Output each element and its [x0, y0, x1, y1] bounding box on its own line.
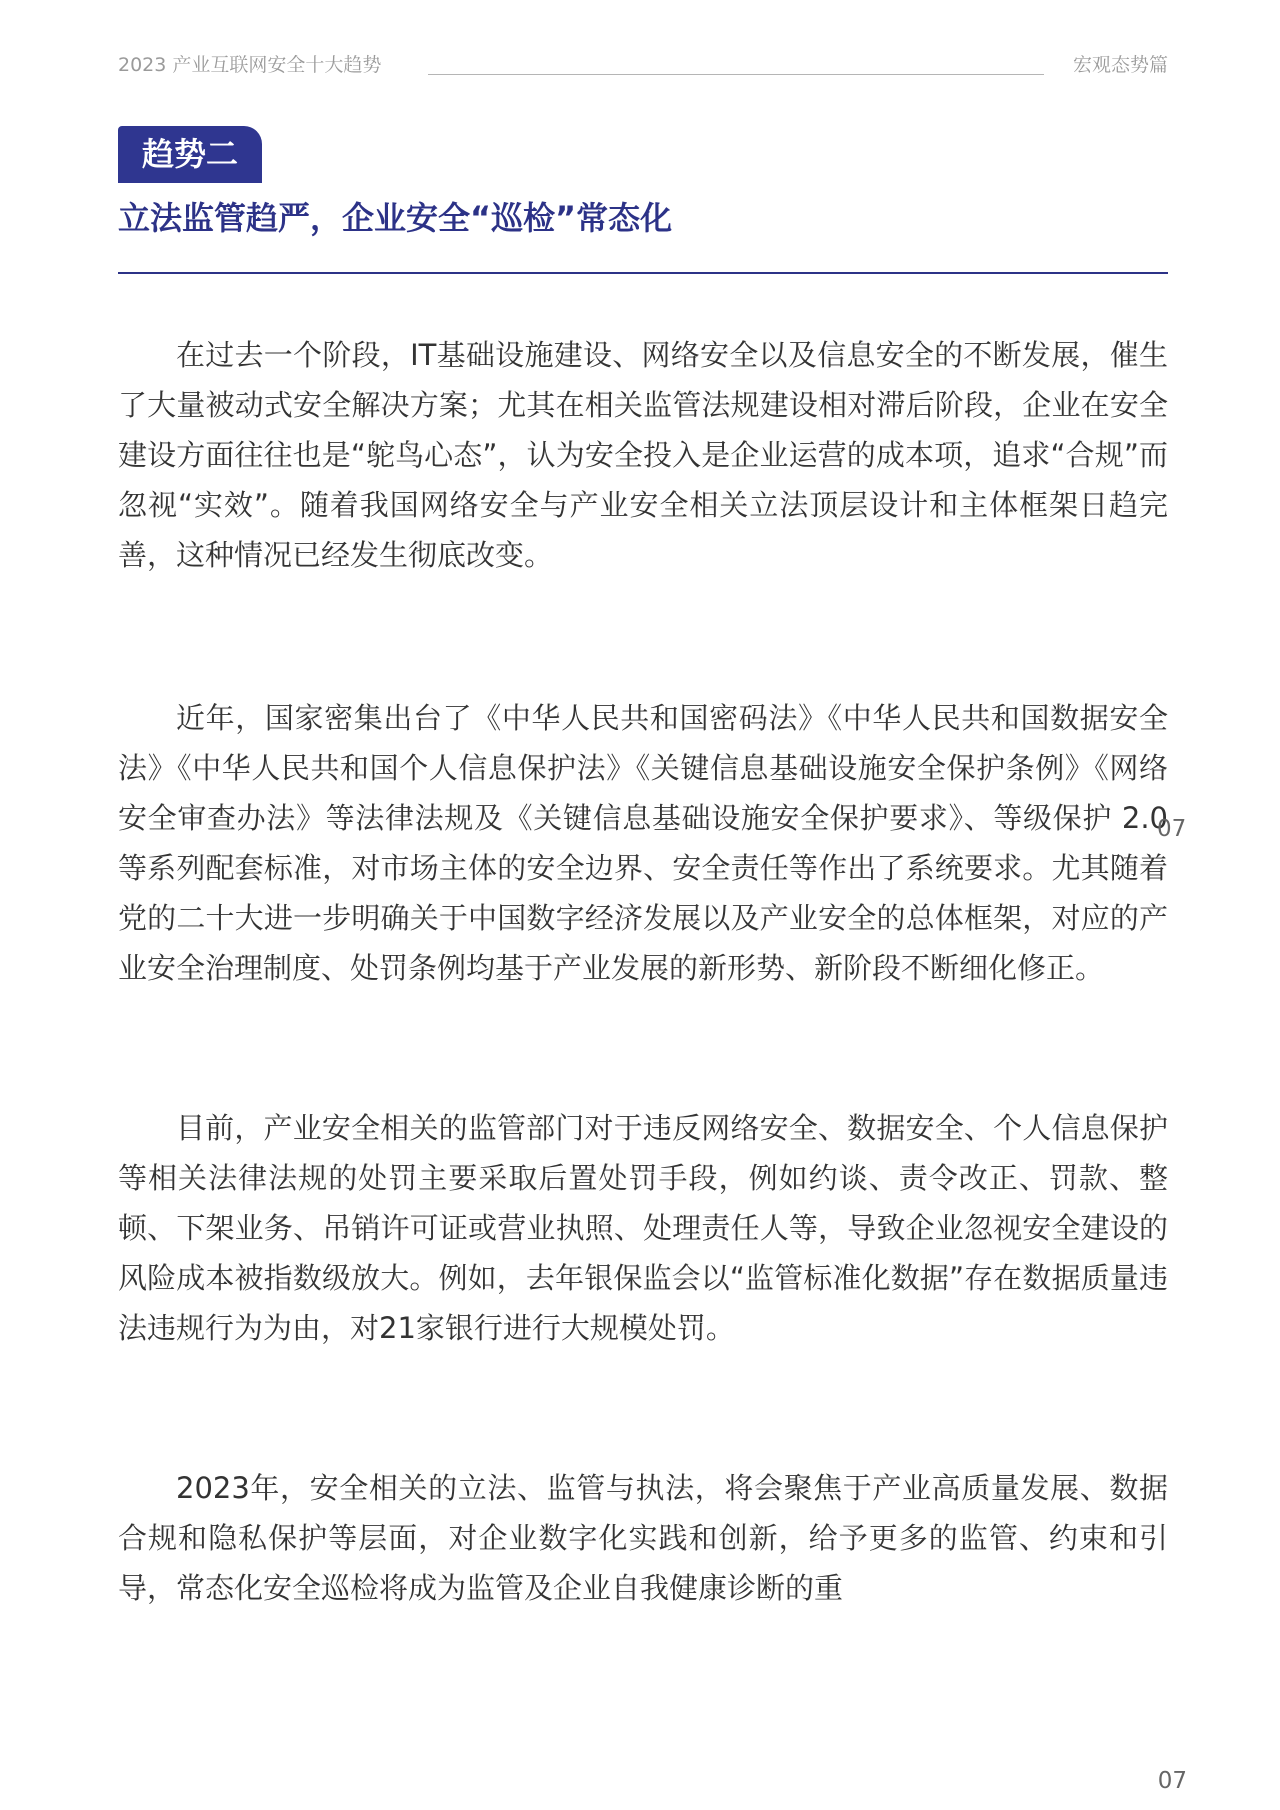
page-number: 07 [1157, 1768, 1187, 1794]
paragraph-text: 在过去一个阶段，IT基础设施建设、网络安全以及信息安全的不断发展，催生了大量被动式安全解决方案；尤其在相关监管法规建设相对滞后阶段，企业在安全建设方面往往也是“鸵鸟心态”，认为安全投入是企业运营的成本项，追求“合规”而忽视“实效”。随着我国网络安全与产业安全相关立法顶层设计和主体框架日趋完善，这种情况已经发生彻底改变。 [118, 338, 1168, 572]
header-section-name: 宏观态势篇 [1072, 54, 1168, 76]
paragraph-text: 目前，产业安全相关的监管部门对于违反网络安全、数据安全、个人信息保护等相关法律法规的处罚主要采取后置处罚手段，例如约谈、责令改正、罚款、整顿、下架业务、吊销许可证或营业执照、处理责任人等，导致企业忽视安全建设的风险成本被指数级放大。例如，去年银保监会以“监管标准化数据”存在数据质量违法违规行为为由，对21家银行进行大规模处罚。 [118, 1111, 1168, 1345]
header-divider [428, 74, 1044, 75]
paragraph-text: 近年，国家密集出台了《中华人民共和国密码法》《中华人民共和国数据安全法》《中华人民共和国个人信息保护法》《关键信息基础设施安全保护条例》《网络安全审查办法》等法律法规及《关键信息基础设施安全保护要求》、等级保护 2.0 等系列配套标准，对市场主体的安全边界、安全责任等作出了系统要求。尤其随着党的二十大进一步明确关于中国数字经济发展以及产业安全的总体框架，对应的产业安全治理制度、处罚条例均基于产业发展的新形势、新阶段不断细化修正。 [118, 701, 1168, 985]
paragraph-3 [118, 1103, 1168, 1353]
margin-page-number: 07 [1157, 816, 1187, 842]
trend-badge: 趋势二 [118, 126, 262, 183]
paragraph-text: 2023年，安全相关的立法、监管与执法，将会聚焦于产业高质量发展、数据合规和隐私保护等层面，对企业数字化实践和创新，给予更多的监管、约束和引导，常态化安全巡检将成为监管及企业自我健康诊断的重 [118, 1471, 1168, 1605]
title-divider [118, 272, 1168, 274]
paragraph-4 [118, 1463, 1168, 1613]
header-report-title: 2023 产业互联网安全十大趋势 [118, 54, 382, 76]
section-title: 立法监管趋严，企业安全“巡检”常态化 [118, 199, 673, 237]
paragraph-2 [118, 693, 1168, 993]
page-header [118, 50, 1168, 80]
paragraph-1 [118, 330, 1168, 580]
